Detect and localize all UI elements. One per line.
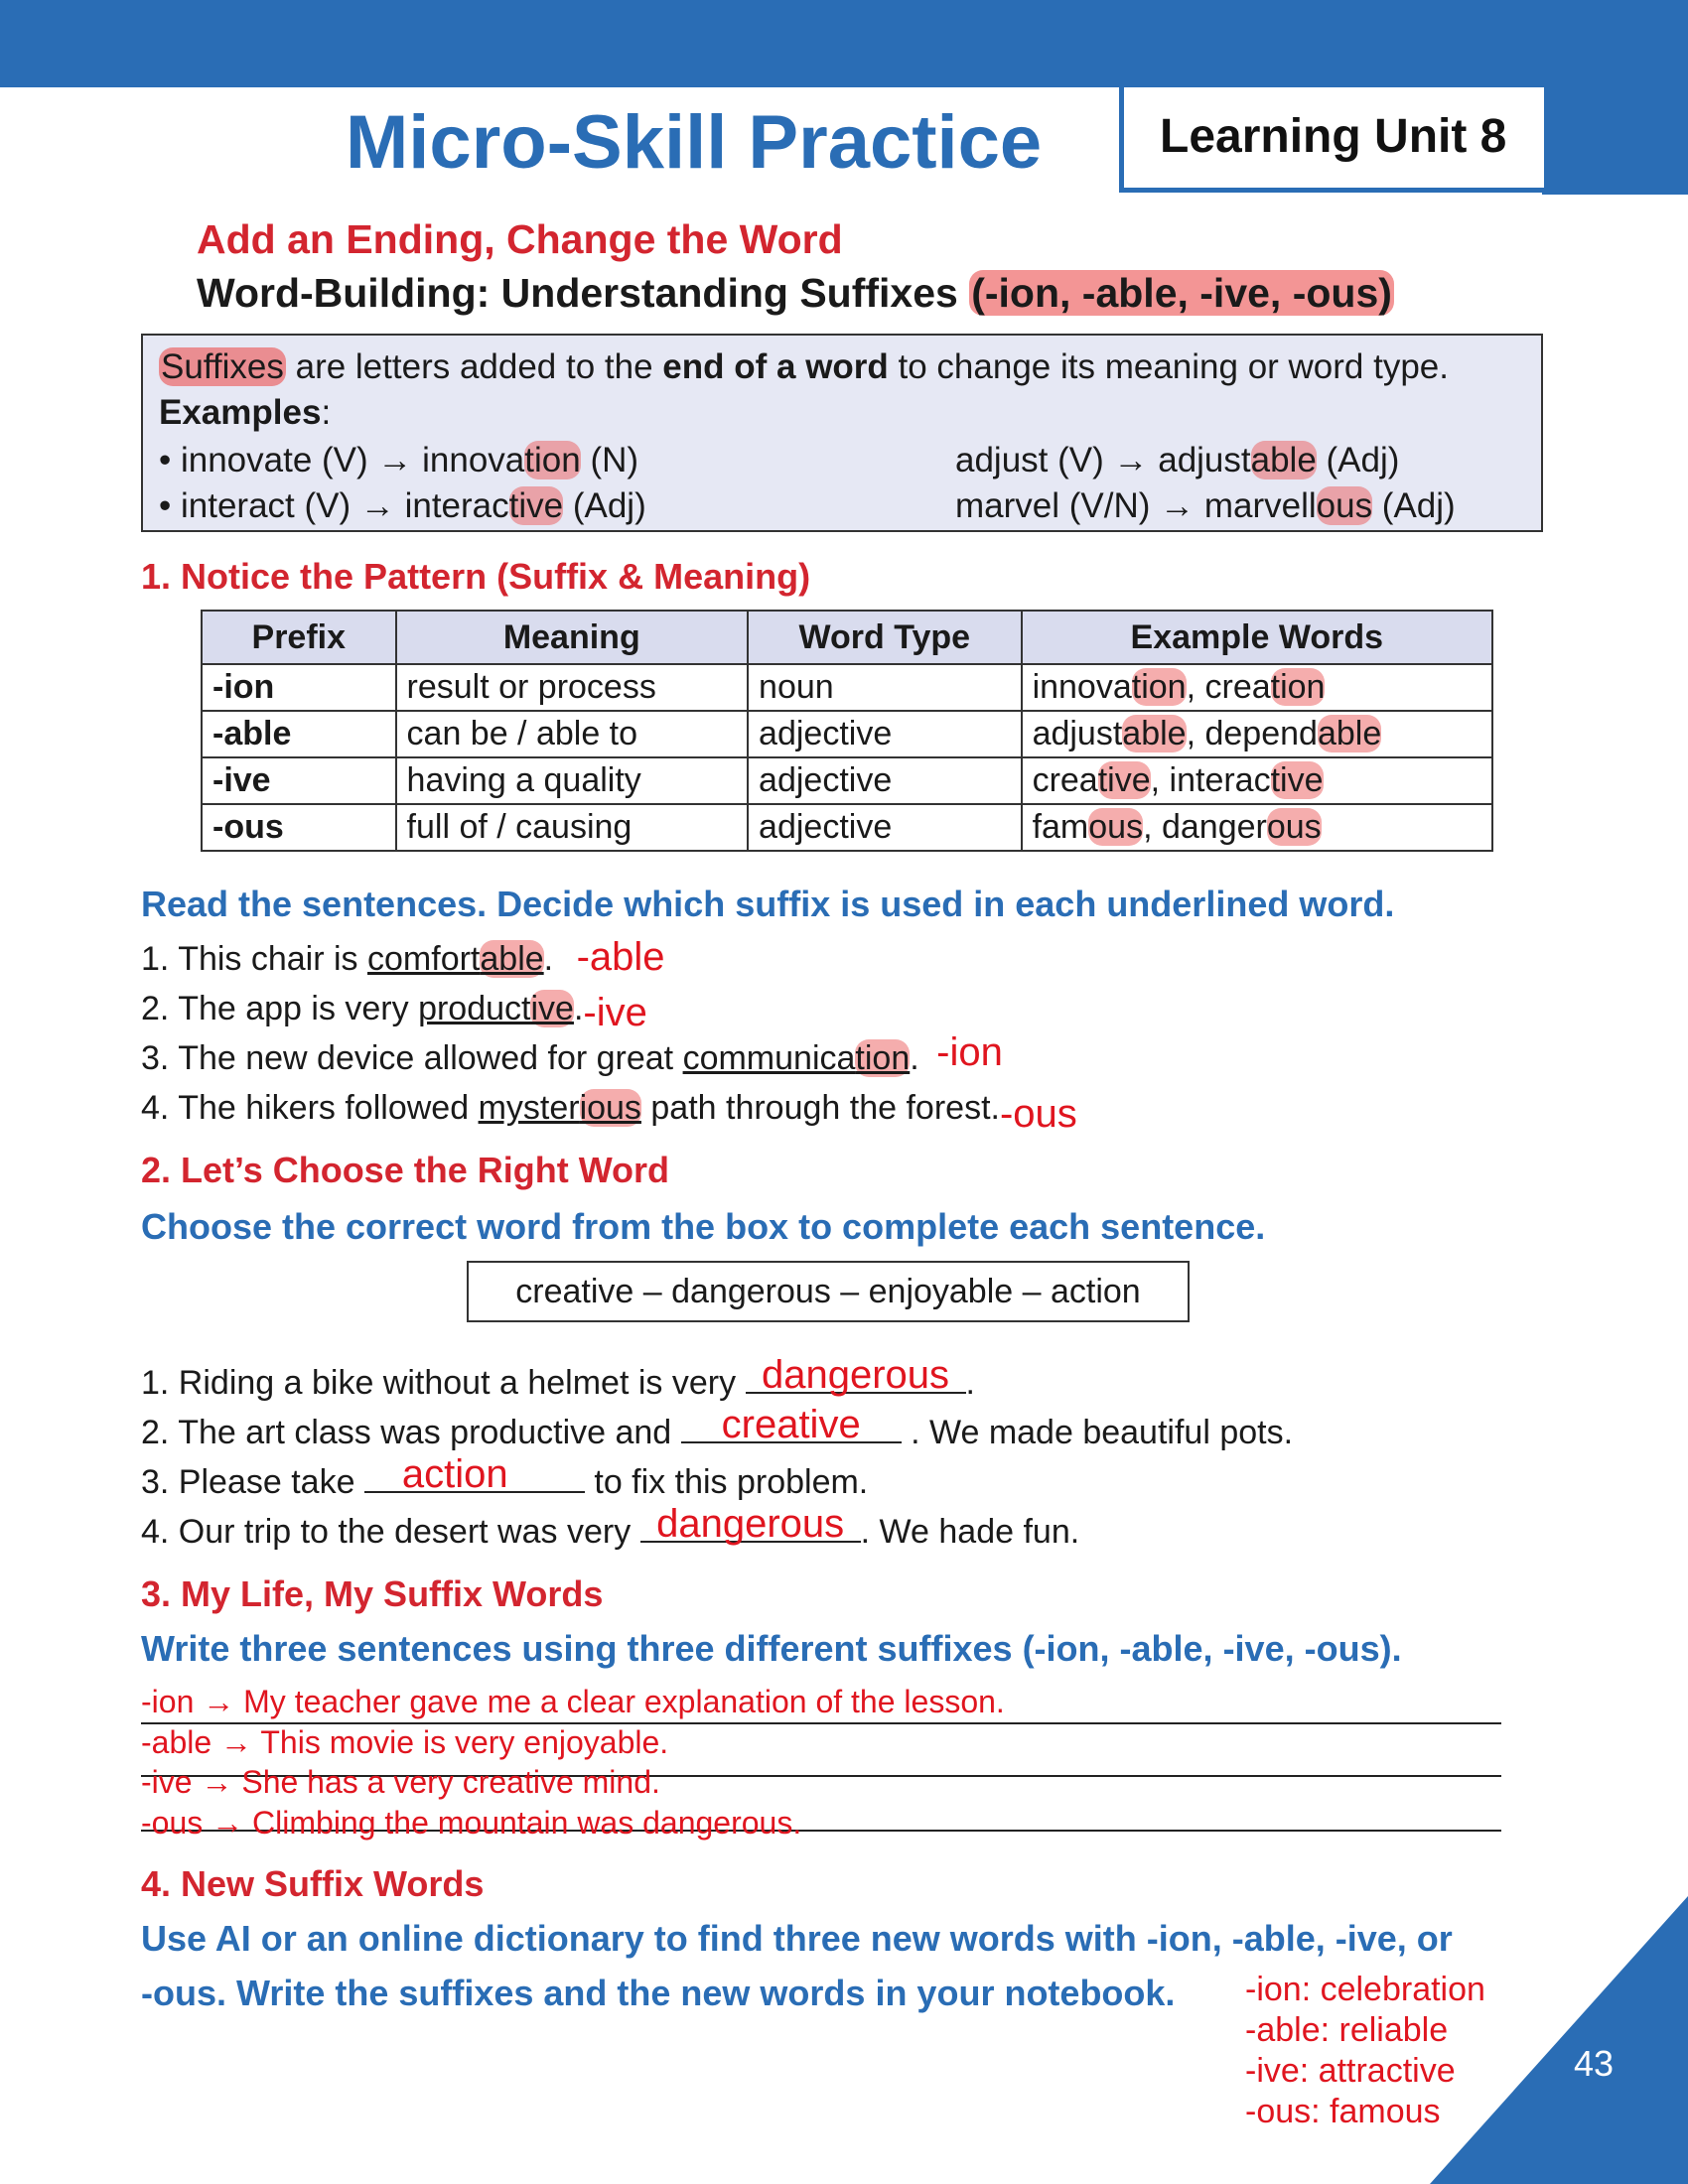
sentence-4: 4. The hikers followed mysterious path through the forest.-ous [141, 1089, 1077, 1136]
answer-blank[interactable]: creative [681, 1408, 902, 1443]
table-row [202, 664, 1492, 711]
answer-blank[interactable]: dangerous [746, 1358, 966, 1394]
intro-text: to change its meaning or word type. [888, 347, 1450, 386]
section2-heading: 2. Let’s Choose the Right Word [141, 1150, 670, 1190]
suffix-table [201, 610, 1493, 852]
cell-examples: innovation, creation [1022, 664, 1492, 711]
page-corner [1430, 1896, 1688, 2184]
unit-label: Learning Unit 8 [1160, 110, 1507, 163]
intro-text: are letters added to the [285, 347, 663, 386]
answer-blank[interactable]: dangerous [640, 1507, 861, 1543]
table-header: Meaning [396, 611, 749, 664]
intro-definition [159, 347, 1449, 387]
section4-instruction-2: -ous. Write the suffixes and the new words in your notebook. [141, 1973, 1176, 2013]
cell-suffix: -ion [202, 664, 396, 711]
intro-bold: end of a word [662, 347, 889, 386]
header-accent [1542, 87, 1688, 195]
subtitle-text: Word-Building: Understanding Suffixes [197, 270, 970, 316]
cell-type: adjective [748, 711, 1022, 757]
section1-instruction: Read the sentences. Decide which suffix is used in each underlined word. [141, 884, 1395, 924]
lesson-title: Add an Ending, Change the Word [197, 216, 843, 262]
top-banner [0, 0, 1688, 87]
cell-type: adjective [748, 804, 1022, 851]
sentence-1: 1. This chair is comfortable. -able [141, 935, 665, 979]
subtitle-suffixes: (-ion, -able, -ive, -ous) [971, 270, 1392, 316]
underlined-word: mysterious [478, 1089, 641, 1127]
section3-heading: 3. My Life, My Suffix Words [141, 1573, 604, 1614]
answer-3: -ion [936, 1030, 1003, 1074]
cell-examples: famous, dangerous [1022, 804, 1492, 851]
sentence-answer-3: -ive → She has a very creative mind. [141, 1764, 660, 1800]
page-title: Micro-Skill Practice [346, 100, 1043, 185]
section2-instruction: Choose the correct word from the box to complete each sentence. [141, 1206, 1266, 1247]
cell-examples: adjustable, dependable [1022, 711, 1492, 757]
cell-type: noun [748, 664, 1022, 711]
lesson-subtitle [197, 270, 1394, 317]
table-header: Prefix [202, 611, 396, 664]
cell-meaning: full of / causing [396, 804, 749, 851]
fill-item-4: 4. Our trip to the desert was very dangerous . We hade fun. [141, 1502, 1080, 1551]
table-row [202, 711, 1492, 757]
new-word-4: -ous: famous [1245, 2093, 1441, 2130]
page-number: 43 [1574, 2043, 1615, 2084]
table-header: Word Type [748, 611, 1022, 664]
answer-2: -ive [583, 991, 647, 1034]
new-word-3: -ive: attractive [1245, 2052, 1456, 2090]
answer-4: -ous [999, 1092, 1077, 1136]
example-adjust: adjust (V) → adjustable (Adj) [955, 441, 1400, 479]
word-bank: creative – dangerous – enjoyable – action [467, 1261, 1190, 1322]
table-row [202, 757, 1492, 804]
underlined-word: productive [418, 990, 574, 1027]
cell-suffix: -ous [202, 804, 396, 851]
cell-meaning: having a quality [396, 757, 749, 804]
answer-blank[interactable]: action [364, 1457, 585, 1493]
cell-type: adjective [748, 757, 1022, 804]
section4-heading: 4. New Suffix Words [141, 1863, 485, 1904]
table-row [202, 804, 1492, 851]
cell-meaning: result or process [396, 664, 749, 711]
new-word-2: -able: reliable [1245, 2011, 1449, 2049]
example-marvel: marvel (V/N) → marvellous (Adj) [955, 486, 1456, 525]
sentence-2: 2. The app is very productive.-ive [141, 990, 647, 1034]
sentence-answer-4: -ous → Climbing the mountain was dangerous. [141, 1805, 802, 1841]
sentence-3: 3. The new device allowed for great communication. -ion [141, 1030, 1003, 1077]
cell-examples: creative, interactive [1022, 757, 1492, 804]
new-word-1: -ion: celebration [1245, 1971, 1485, 2008]
fill-item-1: 1. Riding a bike without a helmet is very dangerous . [141, 1353, 975, 1402]
example-interact: • interact (V) → interactive (Adj) [159, 486, 646, 525]
answer-1: -able [576, 935, 665, 979]
intro-term: Suffixes [161, 347, 284, 386]
sentence-answer-2: -able → This movie is very enjoyable. [141, 1724, 669, 1760]
examples-label: Examples: [159, 393, 332, 432]
section1-heading: 1. Notice the Pattern (Suffix & Meaning) [141, 556, 811, 597]
underlined-word: comfortable [367, 940, 544, 978]
fill-item-2: 2. The art class was productive and creative . We made beautiful pots. [141, 1403, 1294, 1451]
example-innovate: • innovate (V) → innovation (N) [159, 441, 639, 479]
table-header-row [202, 611, 1492, 664]
table-header: Example Words [1022, 611, 1492, 664]
section3-instruction: Write three sentences using three different suffixes (-ion, -able, -ive, -ous). [141, 1628, 1402, 1669]
section4-instruction-1: Use AI or an online dictionary to find three new words with -ion, -able, -ive, or [141, 1918, 1453, 1959]
cell-meaning: can be / able to [396, 711, 749, 757]
intro-box [141, 334, 1543, 532]
underlined-word: communication [682, 1039, 911, 1077]
fill-item-3: 3. Please take action to fix this problem. [141, 1452, 869, 1501]
cell-suffix: -ive [202, 757, 396, 804]
cell-suffix: -able [202, 711, 396, 757]
sentence-answer-1: -ion → My teacher gave me a clear explanation of the lesson. [141, 1684, 1005, 1719]
